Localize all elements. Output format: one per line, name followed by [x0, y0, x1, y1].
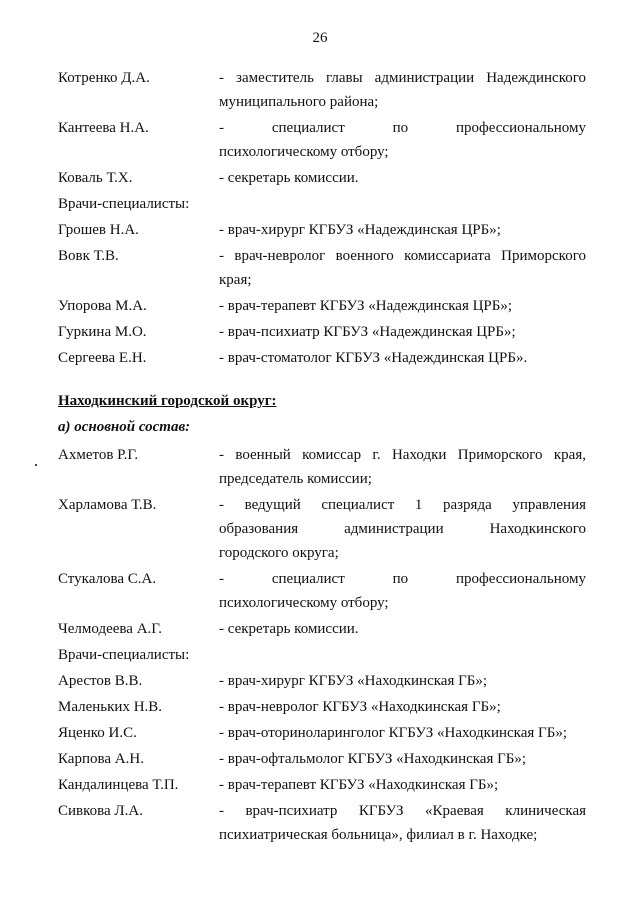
- member-role: [219, 443, 586, 491]
- role-line: - специалист по профессиональному: [219, 120, 586, 136]
- subsection-title: а) основной состав:: [58, 419, 191, 435]
- role-line: психиатрическая больница», филиал в г. Находке;: [219, 827, 538, 843]
- role-line: - врач-психиатр КГБУЗ «Надеждинская ЦРБ»;: [219, 324, 516, 340]
- commission-list-nadezhdinsky: [58, 66, 586, 190]
- specialists-list-nadezhdinsky: [58, 218, 586, 370]
- member-row: [58, 244, 586, 292]
- member-row: [58, 617, 586, 641]
- member-role: [219, 218, 586, 242]
- role-line: - врач-невролог военного комиссариата Приморского: [219, 248, 586, 264]
- member-name: Сергеева Е.Н.: [58, 350, 147, 366]
- role-line: - врач-оториноларинголог КГБУЗ «Находкинская ГБ»;: [219, 725, 567, 741]
- role-line: края;: [219, 272, 252, 288]
- member-row: [58, 320, 586, 344]
- role-line: - секретарь комиссии.: [219, 621, 359, 637]
- section-title: Находкинский городской округ:: [58, 393, 277, 409]
- member-row: [58, 747, 586, 771]
- member-row: [58, 669, 586, 693]
- member-row: [58, 567, 586, 615]
- role-line: - врач-офтальмолог КГБУЗ «Находкинская ГБ»;: [219, 751, 527, 767]
- member-name: Коваль Т.Х.: [58, 170, 133, 186]
- member-name: Сивкова Л.А.: [58, 803, 143, 819]
- role-line: - врач-хирург КГБУЗ «Надеждинская ЦРБ»;: [219, 222, 501, 238]
- page-number: 26: [312, 30, 328, 46]
- member-role: [219, 346, 586, 370]
- member-name: Яценко И.С.: [58, 725, 137, 741]
- specialists-label: Врачи-специалисты:: [58, 647, 190, 663]
- member-name: Вовк Т.В.: [58, 248, 119, 264]
- member-name: Арестов В.В.: [58, 673, 143, 689]
- member-role: [219, 695, 586, 719]
- member-row: [58, 66, 586, 114]
- member-role: [219, 721, 586, 745]
- member-role: [219, 773, 586, 797]
- member-role: [219, 617, 586, 641]
- document-body: [58, 66, 586, 849]
- role-line: - специалист по профессиональному: [219, 571, 586, 587]
- member-name: Гуркина М.О.: [58, 324, 147, 340]
- role-line: - секретарь комиссии.: [219, 170, 359, 186]
- member-role: [219, 244, 586, 292]
- role-line: психологическому отбору;: [219, 144, 389, 160]
- member-role: [219, 166, 586, 190]
- member-row: [58, 695, 586, 719]
- role-line: - врач-терапевт КГБУЗ «Находкинская ГБ»;: [219, 777, 499, 793]
- member-role: [219, 116, 586, 164]
- member-role: [219, 669, 586, 693]
- member-name: Челмодеева А.Г.: [58, 621, 163, 637]
- member-row: [58, 218, 586, 242]
- member-name: Кантеева Н.А.: [58, 120, 149, 136]
- role-line: образования администрации Находкинского: [219, 521, 586, 537]
- member-name: Харламова Т.В.: [58, 497, 157, 513]
- member-name: Котренко Д.А.: [58, 70, 150, 86]
- role-line: - врач-невролог КГБУЗ «Находкинская ГБ»;: [219, 699, 501, 715]
- member-name: Кандалинцева Т.П.: [58, 777, 179, 793]
- member-role: [219, 294, 586, 318]
- member-role: [219, 320, 586, 344]
- member-row: [58, 294, 586, 318]
- member-row: [58, 116, 586, 164]
- role-line: - врач-психиатр КГБУЗ «Краевая клиническая: [219, 803, 586, 819]
- member-name: Грошев Н.А.: [58, 222, 139, 238]
- member-name: Упорова М.А.: [58, 298, 147, 314]
- role-line: председатель комиссии;: [219, 471, 372, 487]
- member-row: [58, 721, 586, 745]
- role-line: городского округа;: [219, 545, 339, 561]
- specialists-list-nakhodka: [58, 669, 586, 847]
- member-name: Карпова А.Н.: [58, 751, 144, 767]
- role-line: - врач-терапевт КГБУЗ «Надеждинская ЦРБ»;: [219, 298, 513, 314]
- specialists-label: Врачи-специалисты:: [58, 196, 190, 212]
- commission-list-nakhodka: [58, 443, 586, 641]
- role-line: муниципального района;: [219, 94, 379, 110]
- member-name: Маленьких Н.В.: [58, 699, 163, 715]
- section-gap: [58, 372, 586, 389]
- role-line: - ведущий специалист 1 разряда управления: [219, 497, 586, 513]
- member-row: [58, 493, 586, 565]
- role-line: - заместитель главы администрации Надеждинского: [219, 70, 586, 86]
- member-role: [219, 747, 586, 771]
- role-line: психологическому отбору;: [219, 595, 389, 611]
- member-role: [219, 799, 586, 847]
- member-role: [219, 66, 586, 114]
- role-line: - военный комиссар г. Находки Приморского края,: [219, 447, 586, 463]
- scan-mark: [35, 464, 37, 466]
- member-role: [219, 493, 586, 565]
- member-row: [58, 799, 586, 847]
- role-line: - врач-стоматолог КГБУЗ «Надеждинская ЦРБ».: [219, 350, 528, 366]
- member-row: [58, 443, 586, 491]
- role-line: - врач-хирург КГБУЗ «Находкинская ГБ»;: [219, 673, 488, 689]
- member-role: [219, 567, 586, 615]
- member-row: [58, 773, 586, 797]
- member-name: Ахметов Р.Г.: [58, 447, 139, 463]
- member-name: Стукалова С.А.: [58, 571, 157, 587]
- member-row: [58, 346, 586, 370]
- member-row: [58, 166, 586, 190]
